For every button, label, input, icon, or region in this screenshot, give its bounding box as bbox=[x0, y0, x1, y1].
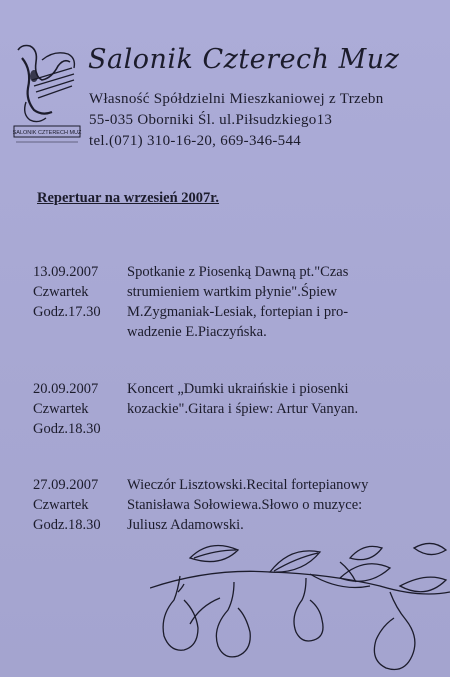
event-weekday: Czwartek bbox=[33, 401, 89, 417]
event-date bbox=[33, 262, 101, 322]
event-description bbox=[127, 262, 427, 342]
event-date-day: 27.09.2007 bbox=[33, 477, 99, 493]
event-time: Godz.18.30 bbox=[33, 421, 101, 437]
event-time: Godz.18.30 bbox=[33, 517, 101, 533]
venue-title: Salonik Czterech Muz bbox=[88, 44, 400, 75]
event-description-line: Stanisława Sołowiewa.Słowo o muzyce: bbox=[127, 497, 363, 513]
event-description-line: strumieniem wartkim płynie".Śpiew bbox=[127, 284, 338, 300]
event-description-line: Koncert „Dumki ukraińskie i piosenki bbox=[127, 381, 349, 397]
event-description-line: M.Zygmaniak-Lesiak, fortepian i pro- bbox=[127, 304, 349, 320]
event-time: Godz.17.30 bbox=[33, 304, 101, 320]
repertoire-heading: Repertuar na wrzesień 2007r. bbox=[37, 190, 220, 206]
pear-branch-illustration bbox=[150, 528, 450, 677]
event-date bbox=[33, 379, 101, 439]
event-description-line: wadzenie E.Piaczyńska. bbox=[127, 324, 267, 340]
event-description bbox=[127, 475, 427, 535]
event-date-day: 20.09.2007 bbox=[33, 381, 99, 397]
event-date bbox=[33, 475, 101, 535]
phone-line: tel.(071) 310-16-20, 669-346-544 bbox=[89, 133, 302, 149]
event-description bbox=[127, 379, 427, 419]
event-description-line: kozackie".Gitara i śpiew: Artur Vanyan. bbox=[127, 401, 359, 417]
event-description-line: Juliusz Adamowski. bbox=[127, 517, 244, 533]
event-weekday: Czwartek bbox=[33, 284, 89, 300]
event-weekday: Czwartek bbox=[33, 497, 89, 513]
event-description-line: Spotkanie z Piosenką Dawną pt."Czas bbox=[127, 264, 349, 280]
event-date-day: 13.09.2007 bbox=[33, 264, 99, 280]
address-line: 55-035 Oborniki Śl. ul.Piłsudzkiego13 bbox=[89, 112, 333, 128]
event-description-line: Wieczór Lisztowski.Recital fortepianowy bbox=[127, 477, 369, 493]
owner-line: Własność Spółdzielni Mieszkaniowej z Trzebn bbox=[89, 91, 384, 107]
logo-caption: SALONIK CZTERECH MUZ bbox=[12, 130, 82, 136]
salonik-logo bbox=[12, 40, 82, 148]
